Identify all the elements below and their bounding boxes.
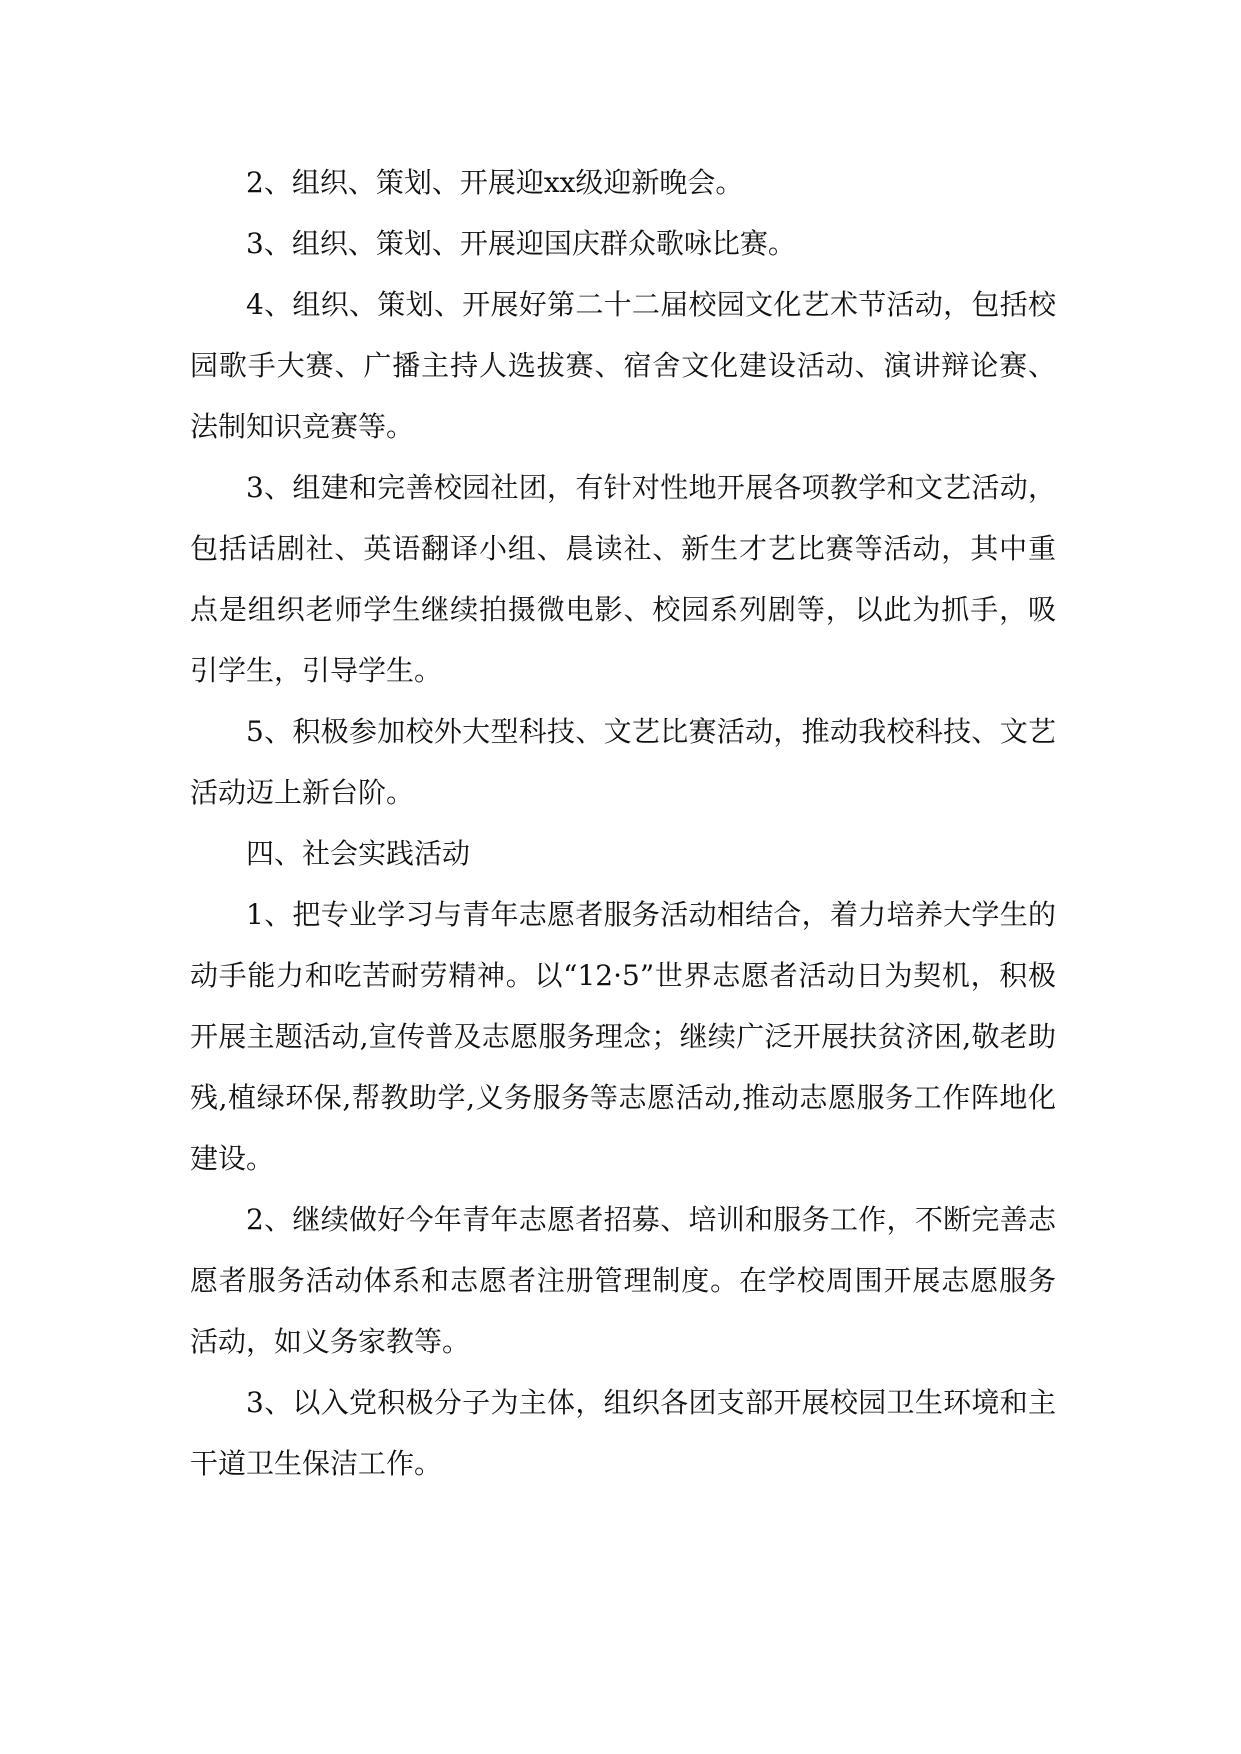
section-heading: 四、社会实践活动 (246, 837, 471, 870)
paragraph: 2、组织、策划、开展迎xx级迎新晚会。 (246, 166, 744, 199)
paragraph: 2、继续做好今年青年志愿者招募、培训和服务工作，不断完善志愿者服务活动体系和志愿者注册管理制度。在学校周围开展志愿服务活动，如义务家教等。 (190, 1203, 1056, 1358)
paragraph: 3、组建和完善校园社团，有针对性地开展各项教学和文艺活动，包括话剧社、英语翻译小组、晨读社、新生才艺比赛等活动，其中重点是组织老师学生继续拍摄微电影、校园系列剧等，以此为抓手，吸引学生，引导学生。 (190, 471, 1056, 687)
paragraph: 1、把专业学习与青年志愿者服务活动相结合，着力培养大学生的动手能力和吃苦耐劳精神。以“12·5”世界志愿者活动日为契机，积极开展主题活动,宣传普及志愿服务理念；继续广泛开展扶贫济困,敬老助残,植绿环保,帮教助学,义务服务等志愿活动,推动志愿服务工作阵地化建设。 (190, 898, 1056, 1175)
paragraph: 4、组织、策划、开展好第二十二届校园文化艺术节活动，包括校园歌手大赛、广播主持人选拔赛、宿舍文化建设活动、演讲辩论赛、法制知识竞赛等。 (190, 288, 1056, 443)
document-body (190, 152, 1056, 1494)
paragraph: 5、积极参加校外大型科技、文艺比赛活动，推动我校科技、文艺活动迈上新台阶。 (190, 715, 1056, 809)
paragraph: 3、组织、策划、开展迎国庆群众歌咏比赛。 (246, 227, 796, 260)
paragraph: 3、以入党积极分子为主体，组织各团支部开展校园卫生环境和主干道卫生保洁工作。 (190, 1386, 1056, 1480)
